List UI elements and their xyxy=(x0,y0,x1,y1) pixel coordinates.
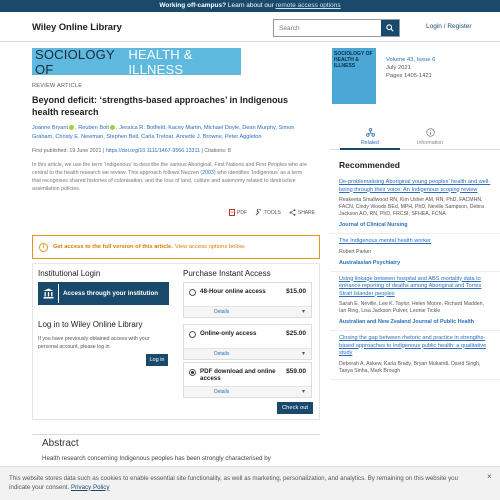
author-link[interactable]: Jessica R. Botfield xyxy=(119,125,166,131)
search-input[interactable] xyxy=(274,20,381,36)
recommended-title-link[interactable]: Closing the gap between rhetoric and practice in strengths-based approaches to Indigenous public health: a qualitative study xyxy=(339,335,487,356)
author-link[interactable]: Kacey Martin xyxy=(168,125,201,131)
side-tabs xyxy=(330,122,500,150)
site-logo[interactable]: Wiley Online Library xyxy=(32,22,122,33)
tab-related[interactable] xyxy=(340,122,400,150)
issue-info xyxy=(386,56,435,80)
info-icon: i xyxy=(39,243,48,252)
recommended-title-link[interactable]: Using linkage between hospital and ABS mortality data to enhance reporting of deaths among Aboriginal and Torres Strait Islander peoples xyxy=(339,275,482,297)
remote-access-banner xyxy=(0,0,500,12)
option-name: PDF download and online access xyxy=(200,368,276,382)
first-published: First published: 19 June 2021 xyxy=(32,148,102,154)
author-link[interactable]: Reuben Bolt xyxy=(78,125,109,131)
option-details-toggle[interactable]: Details ▾ xyxy=(184,306,311,317)
purchase-option-pdf[interactable] xyxy=(183,362,312,398)
info-circle-icon xyxy=(426,128,435,137)
issue-date: July 2021 xyxy=(386,65,411,71)
author-link[interactable]: Stephen Bell xyxy=(106,134,139,141)
wrench-icon xyxy=(255,209,262,216)
access-notice-text: Get access to the full version of this article. xyxy=(53,244,173,250)
pdf-button[interactable] xyxy=(229,209,247,216)
abstract-preview xyxy=(32,161,310,193)
option-price: $59.00 xyxy=(286,368,306,375)
journal-name-part1: SOCIOLOGY OF xyxy=(35,46,115,77)
remote-access-link[interactable]: remote access options xyxy=(275,2,341,9)
author-link[interactable]: Simon Graham xyxy=(32,125,295,141)
recommended-authors: Reakeeta Smallwood RN, Kim Usher AM, RN, PhD, FACMHN, FACN, Cindy Woods BEd, MPH, PhD, Neville Sampson, Debra Jackson AO, RN, PhD, FRCSI, SFHEA, FCNA xyxy=(339,197,484,217)
recommended-title-link[interactable]: The Indigenous mental health worker xyxy=(339,238,432,244)
institutional-login-title: Institutional Login xyxy=(38,269,101,278)
volume-issue-link[interactable]: Volume 43, Issue 6 xyxy=(386,57,436,63)
banner-text: Learn about our xyxy=(227,2,274,9)
share-button[interactable] xyxy=(289,209,315,216)
tab-information[interactable] xyxy=(400,122,460,146)
banner-bold: Working off-campus? xyxy=(159,2,227,9)
cover-title: SOCIOLOGY OF HEALTH & ILLNESS xyxy=(334,51,373,69)
privacy-policy-link[interactable]: Privacy Policy xyxy=(70,483,110,491)
recommended-journal-link[interactable]: Journal of Clinical Nursing xyxy=(339,222,408,228)
site-header xyxy=(0,12,500,42)
journal-name-part2: HEALTH & ILLNESS xyxy=(128,46,193,77)
issue-pages: Pages 1405-1421 xyxy=(386,73,432,79)
close-icon[interactable]: × xyxy=(487,472,492,481)
recommended-item xyxy=(330,272,500,332)
author-link[interactable]: Christy E. Newman xyxy=(55,134,104,141)
author-link[interactable]: Michael Doyle xyxy=(203,125,240,131)
orcid-icon[interactable] xyxy=(110,125,115,130)
author-link[interactable]: Annette J. Browne xyxy=(176,134,222,141)
log-in-button[interactable]: Log in xyxy=(146,354,168,366)
author-link[interactable]: Peter Aggleton xyxy=(224,134,262,141)
preview-text: In this article, we use the term ‘Indigenous’ to describe the various Aboriginal, First Nations and First Peoples who are central to the health research we review. This approach follows Nezzen ( xyxy=(32,162,308,176)
search-icon xyxy=(386,24,394,32)
share-label: SHARE xyxy=(297,209,316,216)
checkout-button[interactable]: Check out xyxy=(277,402,313,414)
purchase-title: Purchase Instant Access xyxy=(183,269,271,278)
option-price: $15.00 xyxy=(286,288,306,295)
recommended-list xyxy=(330,175,500,380)
login-register-link[interactable]: Login / Register xyxy=(426,23,472,30)
article-title: Beyond deficit: ‘strengths-based approaches’ in Indigenous health research xyxy=(32,95,289,117)
radio-button[interactable] xyxy=(189,289,196,296)
access-notice xyxy=(32,235,320,259)
article-type: REVIEW ARTICLE xyxy=(32,83,83,89)
option-details-toggle[interactable]: Details ▾ xyxy=(184,386,311,397)
article-meta: First published: 19 June 2021 | https://doi.org/10.1111/1467-9566.13311 | Citations: 8 xyxy=(32,148,231,154)
recommended-authors: Robert Parker xyxy=(339,248,372,255)
reference-link[interactable]: 2003 xyxy=(202,170,214,176)
journal-cover-image[interactable] xyxy=(332,48,376,104)
recommended-item xyxy=(330,234,500,272)
related-icon xyxy=(366,128,375,137)
search-button[interactable] xyxy=(381,20,399,36)
recommended-heading: Recommended xyxy=(339,160,400,170)
recommended-item xyxy=(330,175,500,234)
option-name: Online-only access xyxy=(200,330,257,337)
orcid-icon[interactable] xyxy=(69,125,74,130)
abstract-heading: Abstract xyxy=(32,434,320,449)
wol-login-description: If you have previously obtained access with your personal account, please log in. xyxy=(38,336,150,350)
institution-access-button[interactable] xyxy=(38,282,169,305)
recommended-authors: Sarah E. Neville, Lee K. Taylor, Helen Moore, Richard Madden, Ian Ring, Lisa Jackson Pulver, Leonie Tickle xyxy=(339,301,484,314)
access-options-link[interactable]: View access options below. xyxy=(174,244,246,250)
search-box xyxy=(273,19,400,37)
author-link[interactable]: Joanne Bryant xyxy=(32,125,69,131)
recommended-item xyxy=(330,331,500,380)
journal-banner[interactable] xyxy=(32,48,241,75)
cookie-text: This website stores data such as cookies to enable essential site functionality, as well as marketing, personalization, and analytics. By remaining on this website you indicate your consent. xyxy=(9,475,459,491)
cookie-banner xyxy=(0,466,500,500)
recommended-journal-link[interactable]: Australasian Psychiatry xyxy=(339,259,401,266)
article-tools xyxy=(229,209,315,216)
tab-information-label: Information xyxy=(417,140,443,146)
author-link[interactable]: Carla Treloar xyxy=(141,134,174,141)
option-details-toggle[interactable]: Details ▾ xyxy=(184,348,311,359)
author-link[interactable]: Dean Murphy xyxy=(242,125,276,131)
pdf-label: PDF xyxy=(237,209,247,216)
recommended-journal-link[interactable]: Australian and New Zealand Journal of Public Health xyxy=(339,319,475,325)
tools-button[interactable] xyxy=(255,209,281,216)
institution-icon xyxy=(38,282,58,305)
pdf-icon xyxy=(229,209,235,216)
option-price: $25.00 xyxy=(286,330,306,337)
citations-count: Citations: 8 xyxy=(204,148,231,154)
radio-button[interactable] xyxy=(189,331,196,338)
cookie-text-block xyxy=(9,475,479,492)
recommended-title-link[interactable]: De-problematising Aboriginal young peoples’ health and well-being through their voice: An Indigenous scoping review xyxy=(339,179,491,193)
option-name: 48-Hour online access xyxy=(200,288,266,295)
recommended-authors: Deborah A. Askew, Karla Brady, Bryan Mukandi, David Singh, Tanya Sinha, Mark Brough xyxy=(339,360,481,374)
tab-related-label: Related xyxy=(361,140,379,146)
radio-button-selected[interactable] xyxy=(189,369,196,376)
share-icon xyxy=(289,209,296,216)
preview-text-end: ) who identifies ‘Indigenous’ as a term that recognises shared histories of colonisation, and the loss of land, culture and autonomy related to destructive assimilation policies. xyxy=(32,170,303,192)
institution-access-label: Access through your institution xyxy=(58,284,158,303)
wol-login-title: Log in to Wiley Online Library xyxy=(38,320,143,329)
purchase-option-online[interactable] xyxy=(183,324,312,360)
tools-label: TOOLS xyxy=(264,209,281,216)
doi-link[interactable]: https://doi.org/10.1111/1467-9566.13311 xyxy=(105,148,200,154)
abstract-body: Health research concerning Indigenous peoples has been strongly characterised by xyxy=(42,455,271,462)
purchase-option-48h[interactable] xyxy=(183,282,312,318)
author-list: Joanne Bryant , Reuben Bolt , Jessica R. Botfield, Kacey Martin, Michael Doyle, Dean Murphy, Simon Graham, Christy E. Newman, Stephen Bell, Carla Treloar, Annette J. Browne, Peter Aggleton xyxy=(32,125,295,141)
